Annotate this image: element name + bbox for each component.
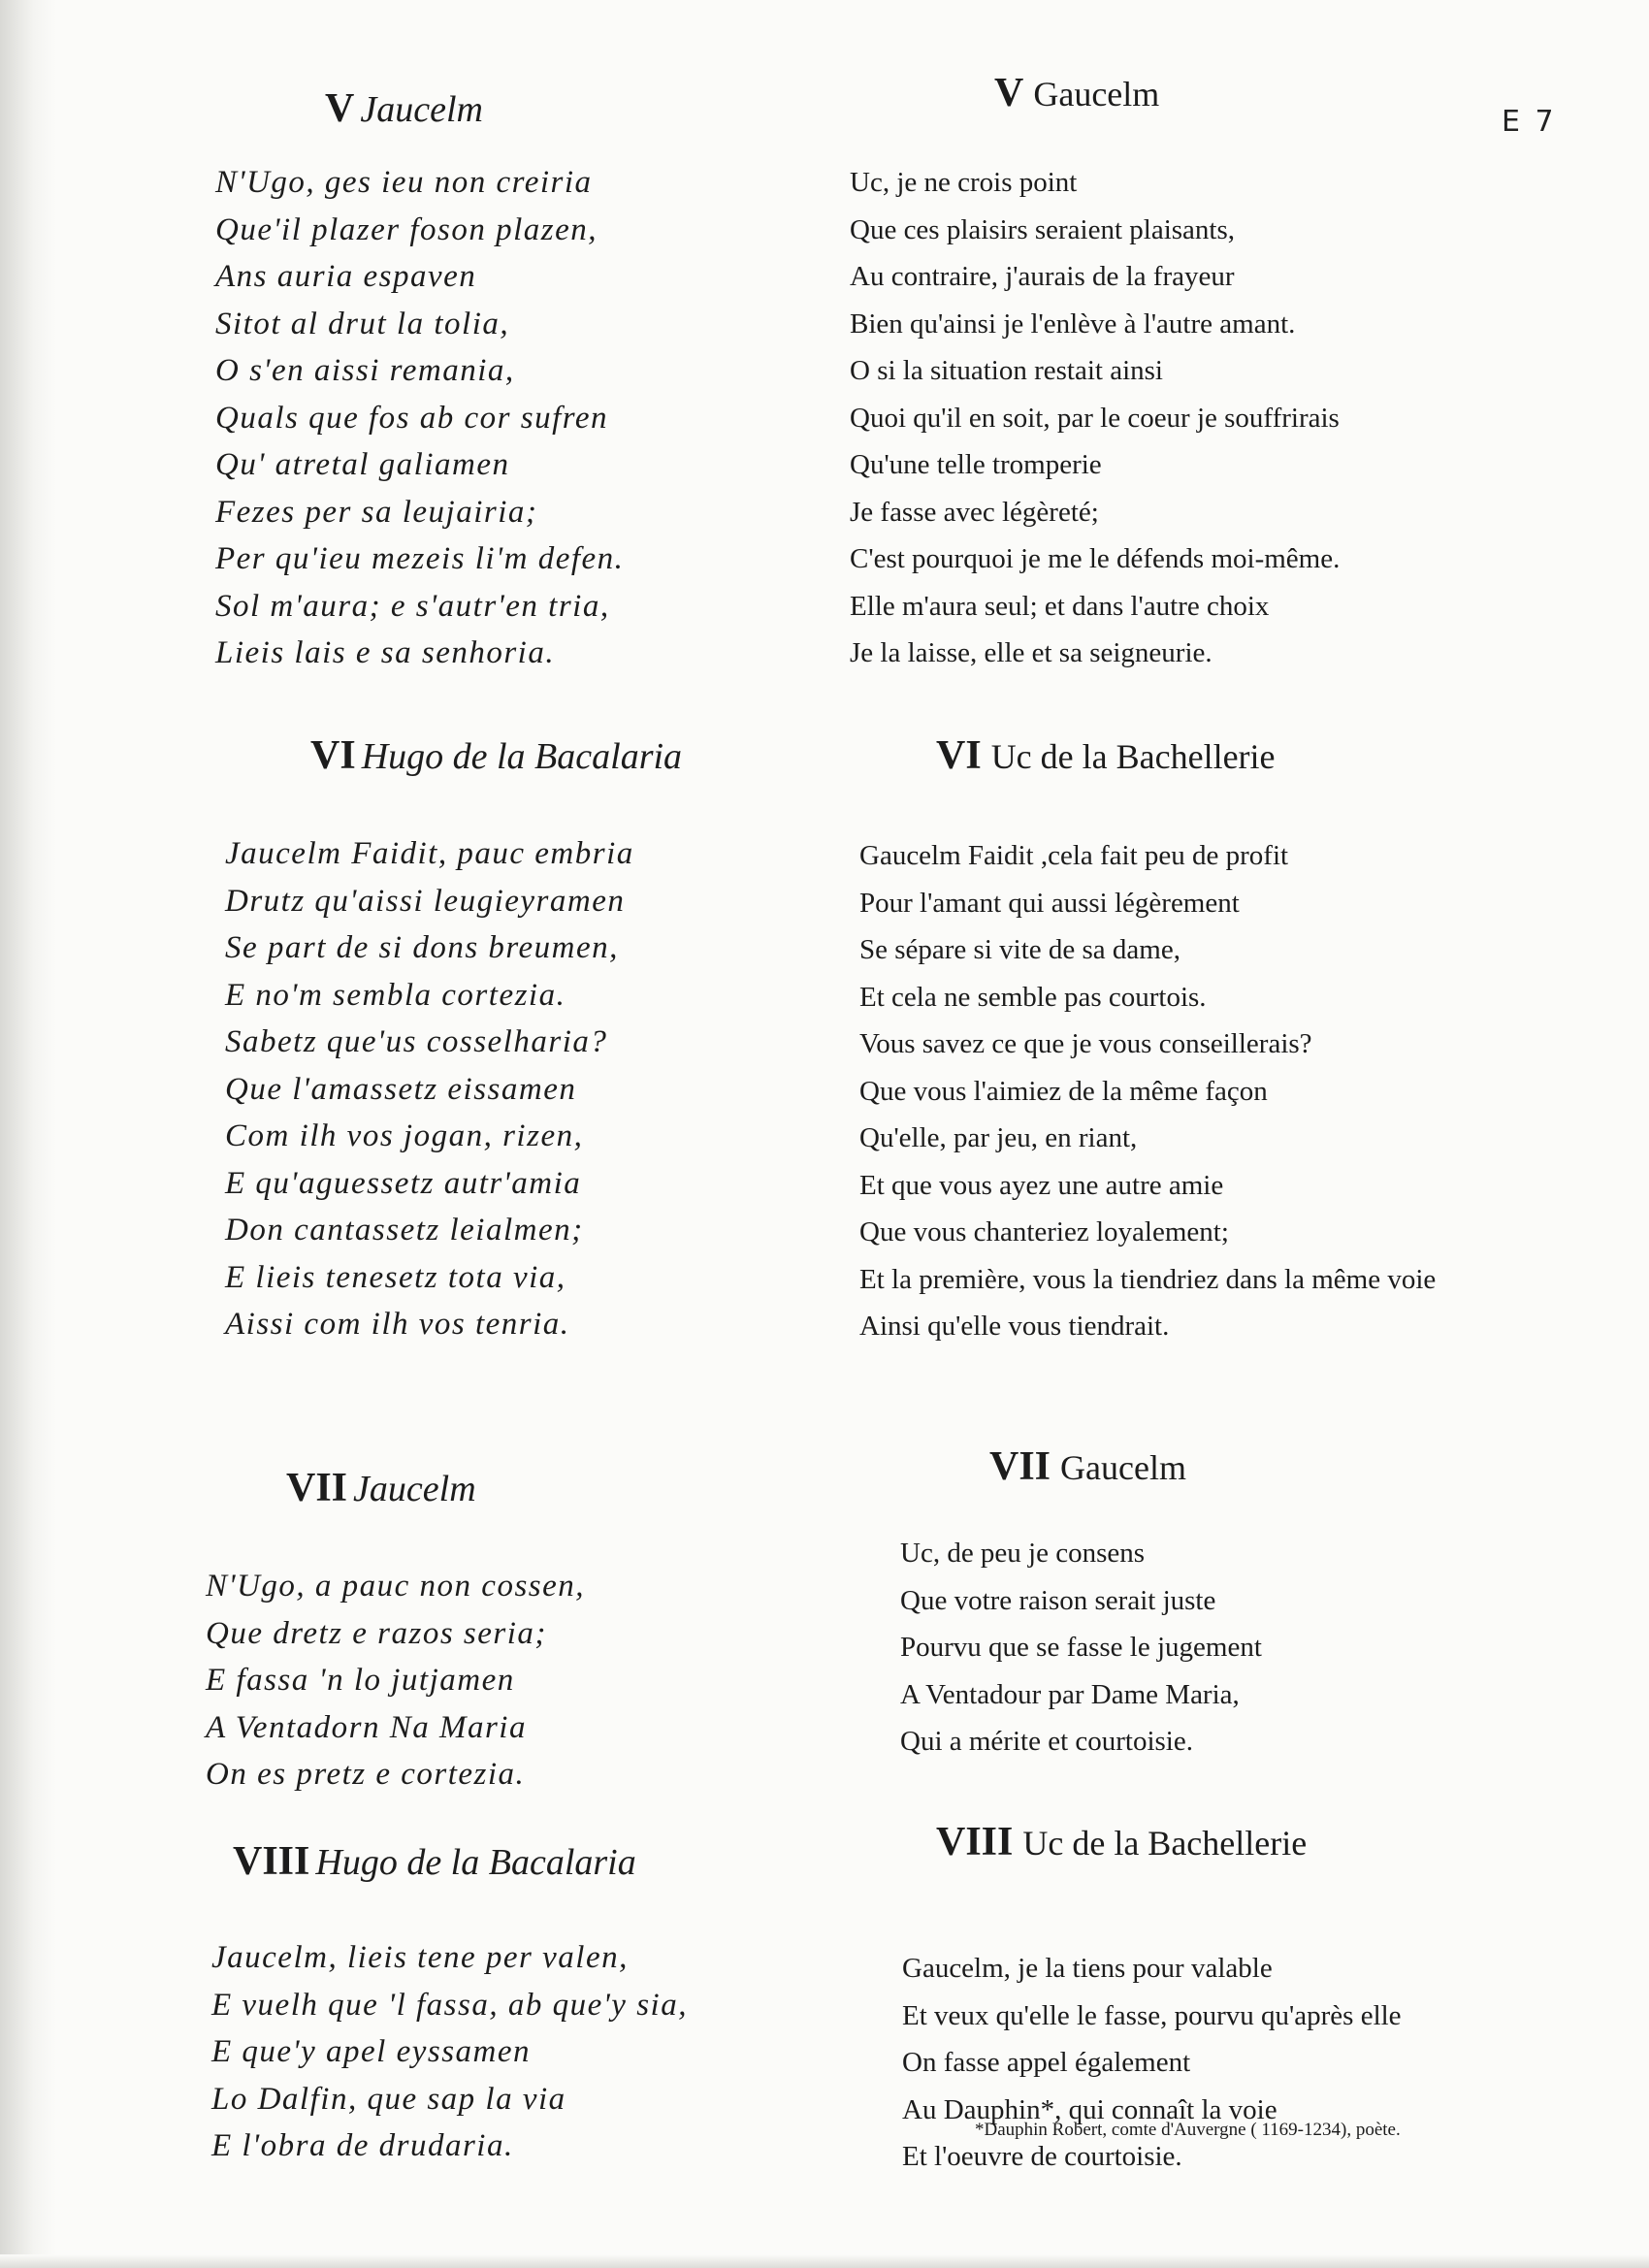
verse-line: E l'obra de drudaria. bbox=[211, 2128, 514, 2163]
verse-line: Gaucelm, je la tiens pour valable bbox=[902, 1953, 1273, 1984]
scan-shadow-bottom bbox=[0, 2254, 1649, 2268]
verse-line: E que'y apel eyssamen bbox=[211, 2034, 532, 2069]
verse-line: Drutz qu'aissi leugieyramen bbox=[225, 883, 626, 919]
stanza-viii-french-heading bbox=[936, 1819, 1307, 1865]
verse-line: Quals que fos ab cor sufren bbox=[215, 400, 609, 436]
stanza-viii-french-verse bbox=[902, 1953, 1402, 2188]
verse-line: Je la laisse, elle et sa seigneurie. bbox=[850, 637, 1212, 668]
scan-shadow-edge bbox=[0, 0, 56, 2268]
verse-line: Qui a mérite et courtoisie. bbox=[900, 1726, 1193, 1757]
verse-line: Vous savez ce que je vous conseillerais? bbox=[859, 1028, 1312, 1059]
stanza-vii-french-verse bbox=[900, 1538, 1262, 1773]
stanza-number: V bbox=[325, 86, 355, 131]
verse-line: E no'm sembla cortezia. bbox=[225, 977, 566, 1013]
verse-line: Quoi qu'il en soit, par le coeur je souffrirais bbox=[850, 402, 1340, 434]
stanza-v-occitan-verse bbox=[215, 165, 624, 683]
verse-line: O s'en aissi remania, bbox=[215, 353, 515, 388]
verse-line: Pourvu que se fasse le jugement bbox=[900, 1632, 1262, 1663]
verse-line: Pour l'amant qui aussi légèrement bbox=[859, 887, 1240, 919]
verse-line: Lieis lais e sa senhoria. bbox=[215, 635, 556, 670]
verse-line: Uc, je ne crois point bbox=[850, 167, 1078, 198]
verse-line: Gaucelm Faidit ,cela fait peu de profit bbox=[859, 840, 1289, 871]
verse-line: Au Dauphin*, qui connaît la voie bbox=[902, 2093, 1277, 2125]
verse-line: E fassa 'n lo jutjamen bbox=[206, 1663, 515, 1698]
verse-line: Ainsi qu'elle vous tiendrait. bbox=[859, 1311, 1170, 1342]
speaker-name: Gaucelm bbox=[1060, 1448, 1186, 1487]
verse-line: On fasse appel également bbox=[902, 2047, 1191, 2078]
verse-line: N'Ugo, a pauc non cossen, bbox=[206, 1569, 586, 1604]
verse-line: Uc, de peu je consens bbox=[900, 1538, 1146, 1569]
verse-line: C'est pourquoi je me le défends moi-même. bbox=[850, 543, 1341, 574]
verse-line: Qu' atretal galiamen bbox=[215, 447, 510, 482]
verse-line: Je fasse avec légèreté; bbox=[850, 496, 1099, 528]
verse-line: Com ilh vos jogan, rizen, bbox=[225, 1118, 584, 1153]
verse-line: A Ventadorn Na Maria bbox=[206, 1709, 527, 1745]
verse-line: Bien qu'ainsi je l'enlève à l'autre amant. bbox=[850, 308, 1296, 340]
verse-line: Lo Dalfin, que sap la via bbox=[211, 2081, 566, 2117]
stanza-number: VII bbox=[286, 1466, 348, 1510]
verse-line: Sabetz que'us cosselharia? bbox=[225, 1024, 608, 1059]
stanza-number: VIII bbox=[233, 1839, 310, 1884]
verse-line: Se sépare si vite de sa dame, bbox=[859, 934, 1180, 965]
stanza-number: VII bbox=[989, 1444, 1051, 1489]
stanza-viii-occitan-verse bbox=[211, 1940, 688, 2176]
stanza-vii-occitan-heading bbox=[286, 1465, 476, 1511]
speaker-name: Uc de la Bachellerie bbox=[1022, 1824, 1308, 1863]
stanza-number: VI bbox=[310, 733, 356, 778]
stanza-vi-french-heading bbox=[936, 732, 1276, 779]
verse-line: Per qu'ieu mezeis li'm defen. bbox=[215, 541, 625, 576]
verse-line: On es pretz e cortezia. bbox=[206, 1757, 526, 1792]
verse-line: Et que vous ayez une autre amie bbox=[859, 1169, 1224, 1201]
verse-line: Et la première, vous la tiendriez dans la même voie bbox=[859, 1263, 1437, 1295]
verse-line: Sol m'aura; e s'autr'en tria, bbox=[215, 588, 610, 624]
stanza-viii-occitan-heading bbox=[233, 1838, 636, 1885]
verse-line: Que vous chanteriez loyalement; bbox=[859, 1216, 1229, 1247]
verse-line: Qu'une telle tromperie bbox=[850, 449, 1102, 480]
stanza-vii-french-heading bbox=[989, 1443, 1186, 1490]
verse-line: Que'il plazer foson plazen, bbox=[215, 211, 598, 247]
verse-line: Se part de si dons breumen, bbox=[225, 930, 619, 965]
verse-line: O si la situation restait ainsi bbox=[850, 355, 1163, 386]
verse-line: Au contraire, j'aurais de la frayeur bbox=[850, 261, 1235, 292]
stanza-vi-french-verse bbox=[859, 840, 1436, 1358]
verse-line: Fezes per sa leujairia; bbox=[215, 494, 538, 530]
verse-line: Que vous l'aimiez de la même façon bbox=[859, 1075, 1268, 1107]
stanza-v-french-verse bbox=[850, 167, 1340, 685]
verse-line: E vuelh que 'l fassa, ab que'y sia, bbox=[211, 1987, 688, 2023]
verse-line: Jaucelm, lieis tene per valen, bbox=[211, 1940, 629, 1975]
verse-line: Que ces plaisirs seraient plaisants, bbox=[850, 213, 1236, 245]
verse-line: Don cantassetz leialmen; bbox=[225, 1213, 584, 1247]
stanza-number: VI bbox=[936, 733, 982, 778]
verse-line: E lieis tenesetz tota via, bbox=[225, 1259, 566, 1295]
stanza-vi-occitan-verse bbox=[225, 836, 634, 1354]
verse-line: A Ventadour par Dame Maria, bbox=[900, 1678, 1240, 1710]
footnote: *Dauphin Robert, comte d'Auvergne ( 1169-1234), poète. bbox=[975, 2120, 1401, 2140]
verse-line: Aissi com ilh vos tenria. bbox=[225, 1307, 570, 1342]
verse-line: Et l'oeuvre de courtoisie. bbox=[902, 2141, 1182, 2172]
stanza-number: V bbox=[994, 71, 1024, 115]
stanza-vii-occitan-verse bbox=[206, 1569, 585, 1804]
verse-line: E qu'aguessetz autr'amia bbox=[225, 1165, 582, 1201]
verse-line: Que dretz e razos seria; bbox=[206, 1615, 547, 1651]
speaker-name: Uc de la Bachellerie bbox=[990, 737, 1276, 776]
verse-line: Qu'elle, par jeu, en riant, bbox=[859, 1122, 1138, 1153]
stanza-v-occitan-heading bbox=[325, 85, 483, 132]
verse-line: Que l'amassetz eissamen bbox=[225, 1071, 577, 1107]
verse-line: Et veux qu'elle le fasse, pourvu qu'après elle bbox=[902, 1999, 1402, 2031]
page-mark: E 7 bbox=[1502, 105, 1557, 139]
stanza-vi-occitan-heading bbox=[310, 732, 682, 779]
speaker-name: Hugo de la Bacalaria bbox=[361, 736, 683, 777]
verse-line: Que votre raison serait juste bbox=[900, 1584, 1216, 1616]
verse-line: Sitot al drut la tolia, bbox=[215, 306, 510, 341]
speaker-name: Jaucelm bbox=[360, 89, 483, 130]
verse-line: Elle m'aura seul; et dans l'autre choix bbox=[850, 590, 1270, 622]
verse-line: N'Ugo, ges ieu non creiria bbox=[215, 165, 593, 200]
stanza-v-french-heading bbox=[994, 70, 1159, 116]
verse-line: Ans auria espaven bbox=[215, 259, 477, 294]
stanza-number: VIII bbox=[936, 1820, 1014, 1864]
verse-line: Jaucelm Faidit, pauc embria bbox=[225, 836, 634, 871]
verse-line: Et cela ne semble pas courtois. bbox=[859, 981, 1207, 1013]
speaker-name: Gaucelm bbox=[1033, 75, 1160, 113]
speaker-name: Hugo de la Bacalaria bbox=[315, 1842, 636, 1883]
speaker-name: Jaucelm bbox=[353, 1469, 476, 1509]
